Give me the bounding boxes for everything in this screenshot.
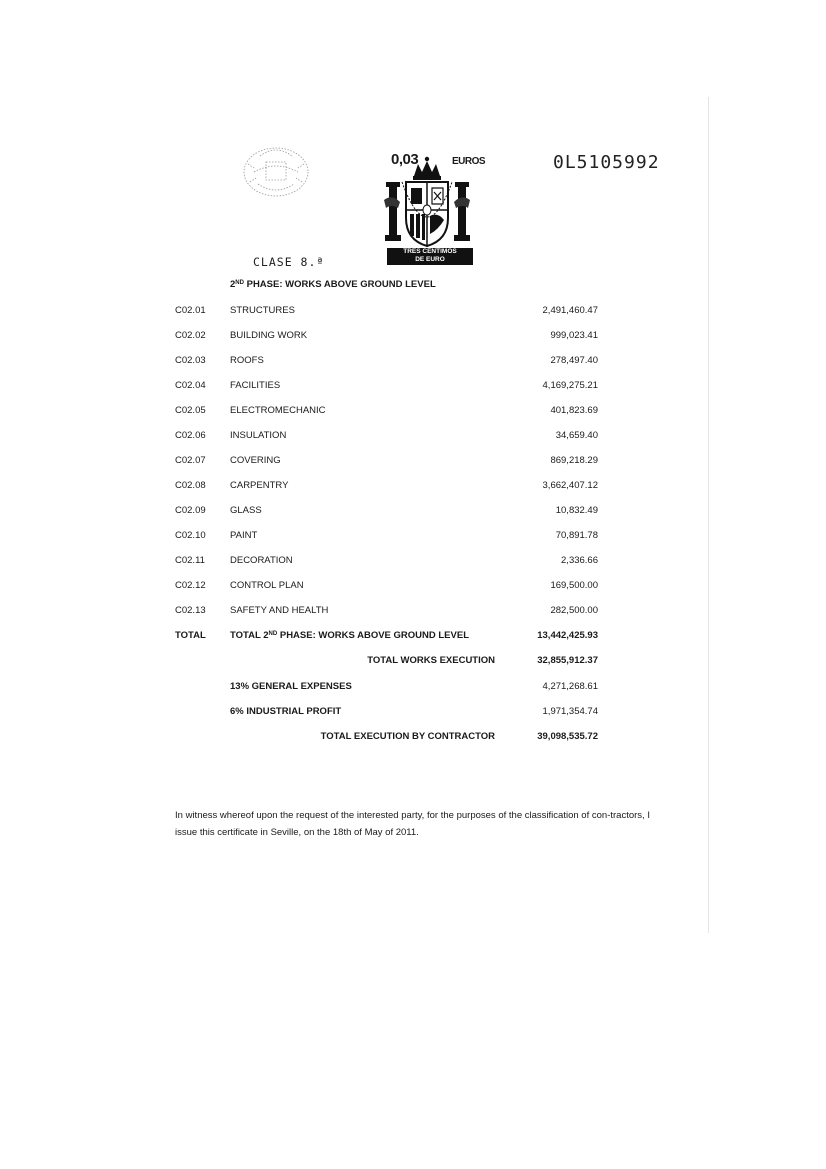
stamp-serial-number: 0L5105992 (553, 152, 660, 173)
total-phase-row (0, 630, 826, 644)
row-code: C02.03 (175, 355, 206, 366)
row-label: BUILDING WORK (230, 330, 308, 341)
phase-title (230, 279, 436, 290)
row-amount: 401,823.69 (550, 405, 598, 416)
row-code: C02.11 (175, 555, 205, 566)
total-label-prefix: TOTAL 2 (230, 630, 269, 641)
general-expenses-amount: 4,271,268.61 (542, 681, 598, 692)
row-label: GLASS (230, 505, 262, 516)
row-code: C02.07 (175, 455, 206, 466)
phase-title-sup: ND (235, 280, 244, 286)
row-code: C02.04 (175, 380, 206, 391)
table-row (0, 455, 826, 469)
row-code: C02.09 (175, 505, 206, 516)
table-row (0, 330, 826, 344)
row-amount: 282,500.00 (550, 605, 598, 616)
row-code: C02.13 (175, 605, 206, 616)
table-row (0, 605, 826, 619)
stamp-band-line2: DE EURO (415, 255, 445, 263)
row-amount: 34,659.40 (555, 430, 598, 441)
row-code: C02.01 (175, 305, 206, 316)
row-label: CONTROL PLAN (230, 580, 304, 591)
phase-title-prefix: 2 (230, 279, 236, 290)
row-code: C02.05 (175, 405, 206, 416)
total-code: TOTAL (175, 630, 206, 641)
contractor-total-row (0, 731, 826, 745)
table-row (0, 355, 826, 369)
row-amount: 869,218.29 (550, 455, 598, 466)
total-label (230, 630, 469, 641)
row-code: C02.12 (175, 580, 206, 591)
table-row (0, 580, 826, 594)
table-row (0, 555, 826, 569)
row-code: C02.10 (175, 530, 206, 541)
table-row (0, 380, 826, 394)
row-label: CARPENTRY (230, 480, 289, 491)
stamp-clase: CLASE 8.ª (253, 255, 325, 269)
row-amount: 4,169,275.21 (542, 380, 598, 391)
row-amount: 169,500.00 (550, 580, 598, 591)
row-amount: 3,662,407.12 (542, 480, 598, 491)
general-expenses-label: 13% GENERAL EXPENSES (230, 681, 352, 692)
contractor-total-amount: 39,098,535.72 (537, 731, 598, 742)
stamp-band-line1: TRES CÉNTIMOS (403, 248, 457, 255)
row-amount: 278,497.40 (550, 355, 598, 366)
row-label: PAINT (230, 530, 258, 541)
row-amount: 999,023.41 (550, 330, 598, 341)
table-row (0, 430, 826, 444)
industrial-profit-amount: 1,971,354.74 (542, 706, 598, 717)
total-label-sup: ND (268, 631, 278, 637)
row-label: STRUCTURES (230, 305, 295, 316)
works-execution-amount: 32,855,912.37 (537, 655, 598, 666)
table-row (0, 480, 826, 494)
row-amount: 2,491,460.47 (542, 305, 598, 316)
row-code: C02.02 (175, 330, 206, 341)
industrial-profit-label: 6% INDUSTRIAL PROFIT (230, 706, 342, 717)
row-label: SAFETY AND HEALTH (230, 605, 329, 616)
stamp-band (387, 248, 473, 265)
row-label: INSULATION (230, 430, 287, 441)
table-row (0, 505, 826, 519)
table-row (0, 405, 826, 419)
row-code: C02.06 (175, 430, 206, 441)
total-label-rest: PHASE: WORKS ABOVE GROUND LEVEL (277, 630, 469, 641)
works-execution-label: TOTAL WORKS EXECUTION (367, 655, 495, 666)
table-row (0, 530, 826, 544)
general-expenses-row (0, 681, 826, 695)
stamp-currency: EUROS (452, 156, 486, 167)
row-code: C02.08 (175, 480, 206, 491)
embossed-seal-icon (240, 142, 312, 200)
witness-statement: In witness whereof upon the request of the interested party, for the purposes of the classification of con-tractors, I issue this certificate in Seville, on the 18th of May of 2011. (175, 810, 650, 838)
phase-title-rest: PHASE: WORKS ABOVE GROUND LEVEL (243, 279, 436, 290)
contractor-total-label: TOTAL EXECUTION BY CONTRACTOR (320, 731, 495, 742)
row-amount: 10,832.49 (555, 505, 598, 516)
table-row (0, 305, 826, 319)
works-execution-row (0, 655, 826, 669)
row-amount: 2,336.66 (561, 555, 598, 566)
row-label: COVERING (230, 455, 281, 466)
row-amount: 70,891.78 (555, 530, 598, 541)
row-label: DECORATION (230, 555, 293, 566)
stamp-value: 0,03 (391, 151, 419, 168)
row-label: ELECTROMECHANIC (230, 405, 326, 416)
industrial-profit-row (0, 706, 826, 720)
row-label: FACILITIES (230, 380, 281, 391)
total-amount: 13,442,425.93 (537, 630, 598, 641)
row-label: ROOFS (230, 355, 264, 366)
